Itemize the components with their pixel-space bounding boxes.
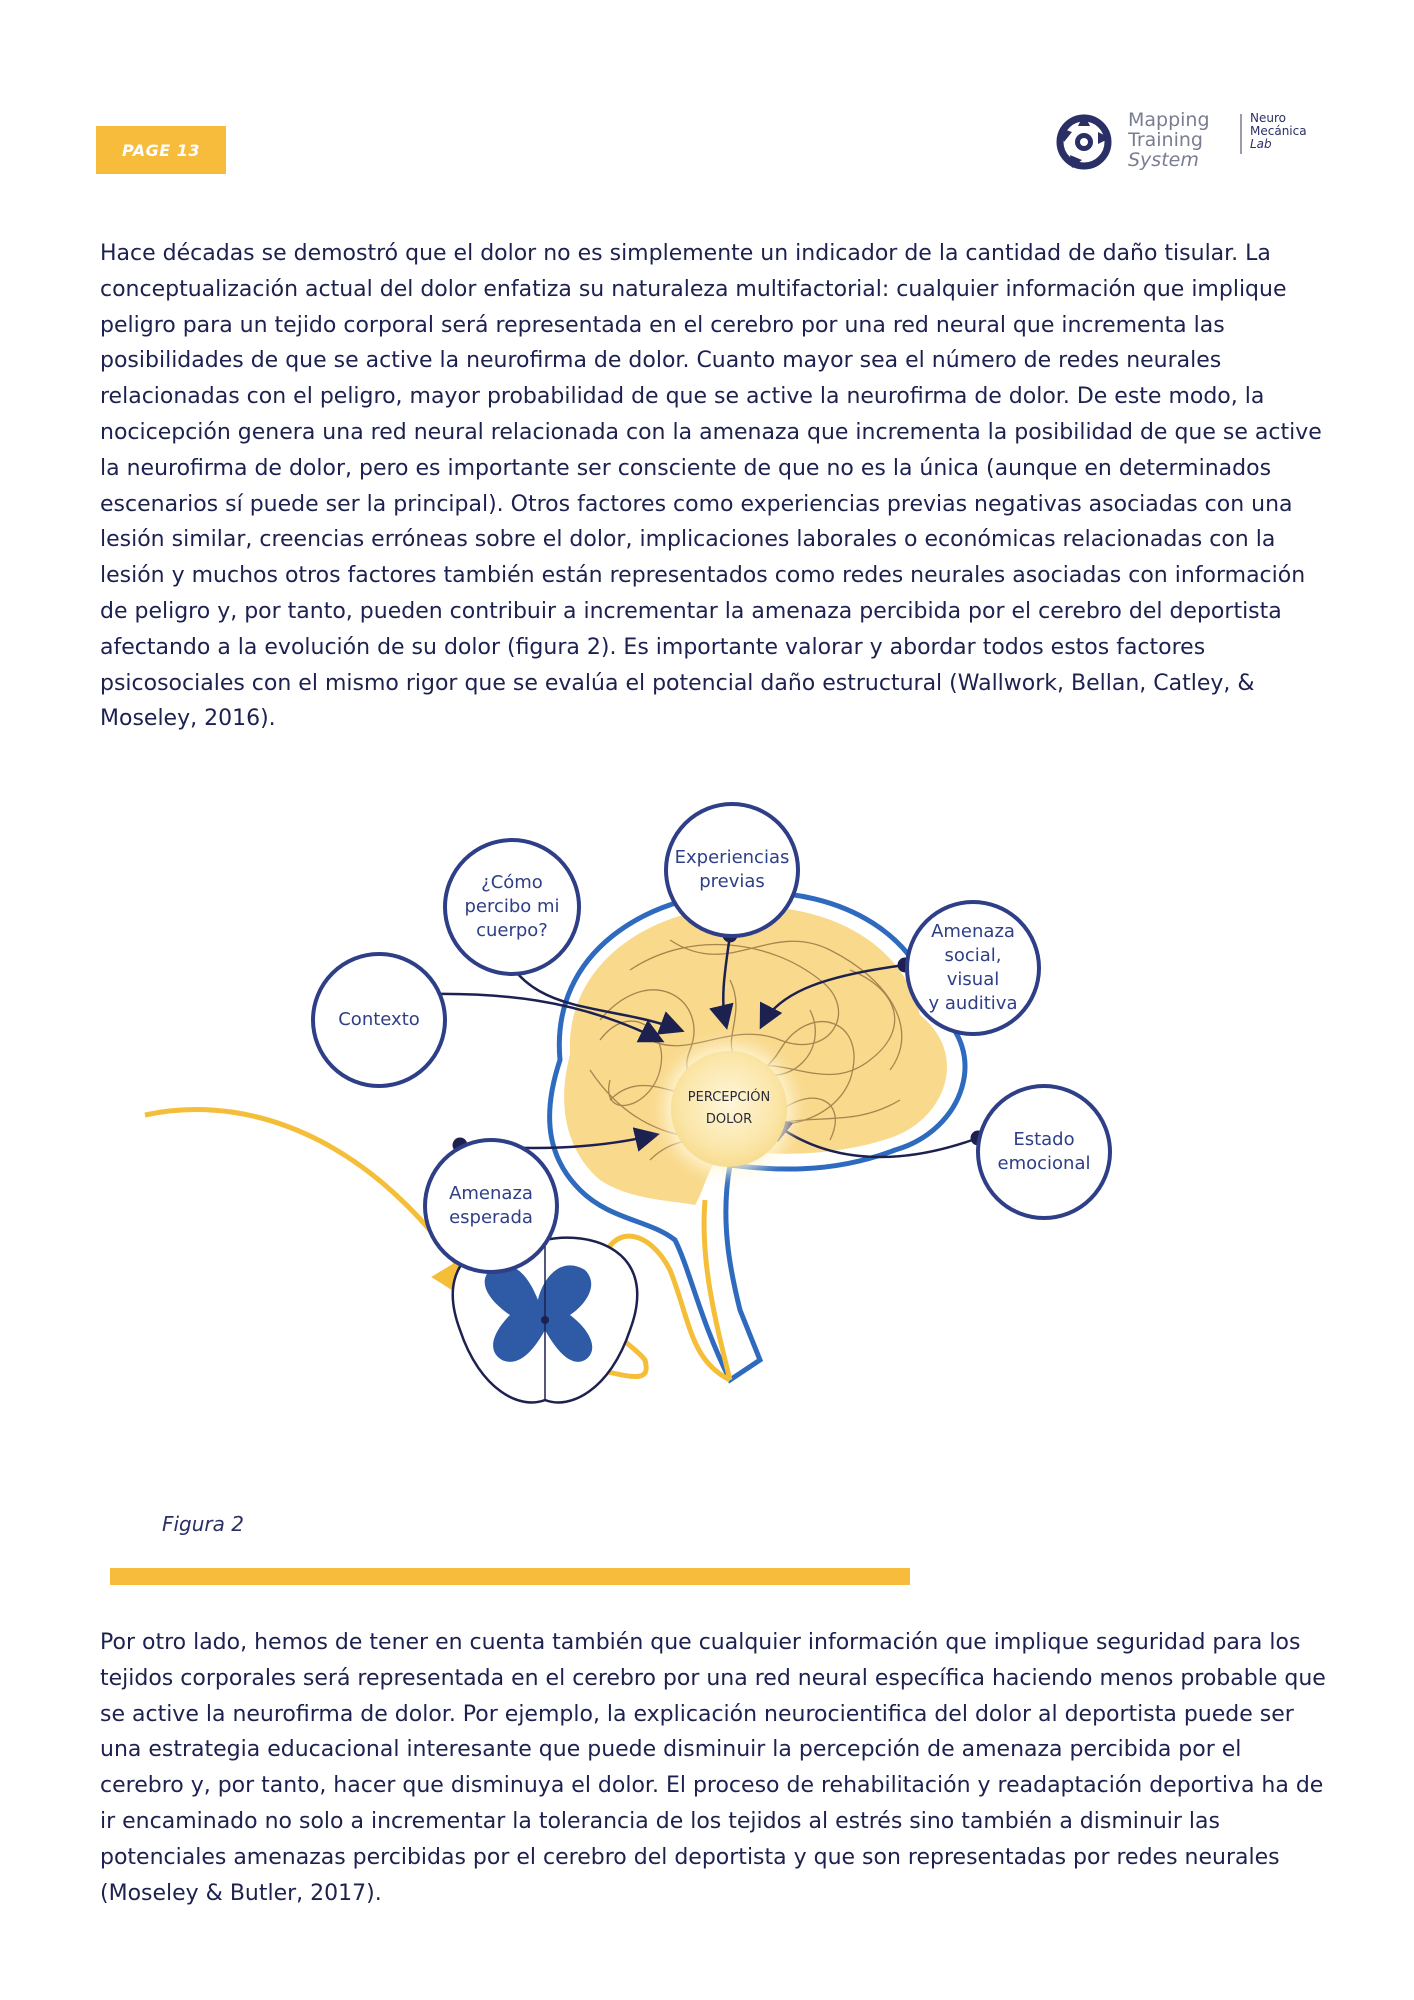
logo-lab-line-2: Mecánica	[1250, 124, 1307, 138]
logo-line-3: System	[1128, 149, 1199, 171]
logo-sublabel	[1250, 112, 1326, 151]
node-contexto-label: Contexto	[338, 1009, 420, 1030]
body-paragraph-2: Por otro lado, hemos de tener en cuenta también que cualquier información que implique seguridad para los tejidos corporales será representada en el cerebro por una red neural específica haciendo menos probable que se active la neurofirma de dolor. Por ejemplo, la explicación neurocientifica del dolor al deportista puede ser una estrategia educacional interesante que puede disminuir la percepción de amenaza percibida por el cerebro y, por tanto, hacer que disminuya el dolor. El proceso de rehabilitación y readaptación deportiva ha de ir encaminado no solo a incrementar la tolerancia de los tejidos al estrés sino también a disminuir las potenciales amenazas percibidas por el cerebro del deportista y que son representadas por redes neurales (Moseley & Butler, 2017).	[100, 1630, 1326, 1906]
center-label: PERCEPCIÓN DOLOR	[687, 1090, 771, 1127]
pain-perception-figure	[130, 800, 1130, 1540]
node-experiencias-previas	[664, 802, 800, 938]
node-como-percibo	[443, 838, 581, 976]
node-amenaza-esperada-label: Amenaza esperada	[449, 1183, 533, 1228]
page-number-badge: PAGE 13	[96, 126, 226, 174]
node-experiencias-label: Experiencias previas	[674, 847, 790, 892]
center-percepcion-dolor	[671, 1051, 787, 1167]
logo-lab-line-3: Lab	[1250, 137, 1272, 151]
node-amenaza-esperada	[423, 1138, 559, 1274]
logo-wordmark	[1128, 110, 1238, 170]
node-amenaza-social-label: Amenaza social, visual y auditiva	[928, 921, 1018, 1014]
node-estado-label: Estado emocional	[997, 1129, 1091, 1174]
figure-caption: Figura 2	[162, 1512, 244, 1536]
node-estado-emocional	[976, 1084, 1112, 1220]
yellow-divider	[110, 1568, 910, 1585]
node-contexto	[311, 952, 447, 1088]
logo-divider	[1240, 114, 1242, 154]
body-paragraph-1: Hace décadas se demostró que el dolor no es simplemente un indicador de la cantidad de daño tisular. La conceptualización actual del dolor enfatiza su naturaleza multifactorial: cualquier información que implique peligro para un tejido corporal será representada en el cerebro por una red neural que incrementa las posibilidades de que se active la neurofirma de dolor. Cuanto mayor sea el número de redes neurales relacionadas con el peligro, mayor probabilidad de que se active la neurofirma de dolor. De este modo, la nocicepción genera una red neural relacionada con la amenaza que incrementa la posibilidad de que se active la neurofirma de dolor, pero es importante ser consciente de que no es la única (aunque en determinados escenarios sí puede ser la principal). Otros factores como experiencias previas negativas asociadas con una lesión similar, creencias erróneas sobre el dolor, implicaciones laborales o económicas relacionadas con la lesión y muchos otros factores también están representados como redes neurales asociadas con información de peligro y, por tanto, pueden contribuir a incrementar la amenaza percibida por el cerebro del deportista afectando a la evolución de su dolor (figura 2). Es importante valorar y abordar todos estos factores psicosociales con el mismo rigor que se evalúa el potencial daño estructural (Wallwork, Bellan, Catley, & Moseley, 2016).	[100, 241, 1322, 732]
logo-line-2: Training	[1128, 129, 1203, 151]
node-amenaza-social	[905, 900, 1041, 1036]
logo-lab-line-1: Neuro	[1250, 111, 1286, 125]
node-como-percibo-label: ¿Cómo percibo mi cuerpo?	[464, 872, 560, 941]
logo-line-1: Mapping	[1128, 109, 1210, 131]
gear-logo-icon	[1052, 110, 1116, 174]
brand-logo	[1052, 108, 1322, 174]
